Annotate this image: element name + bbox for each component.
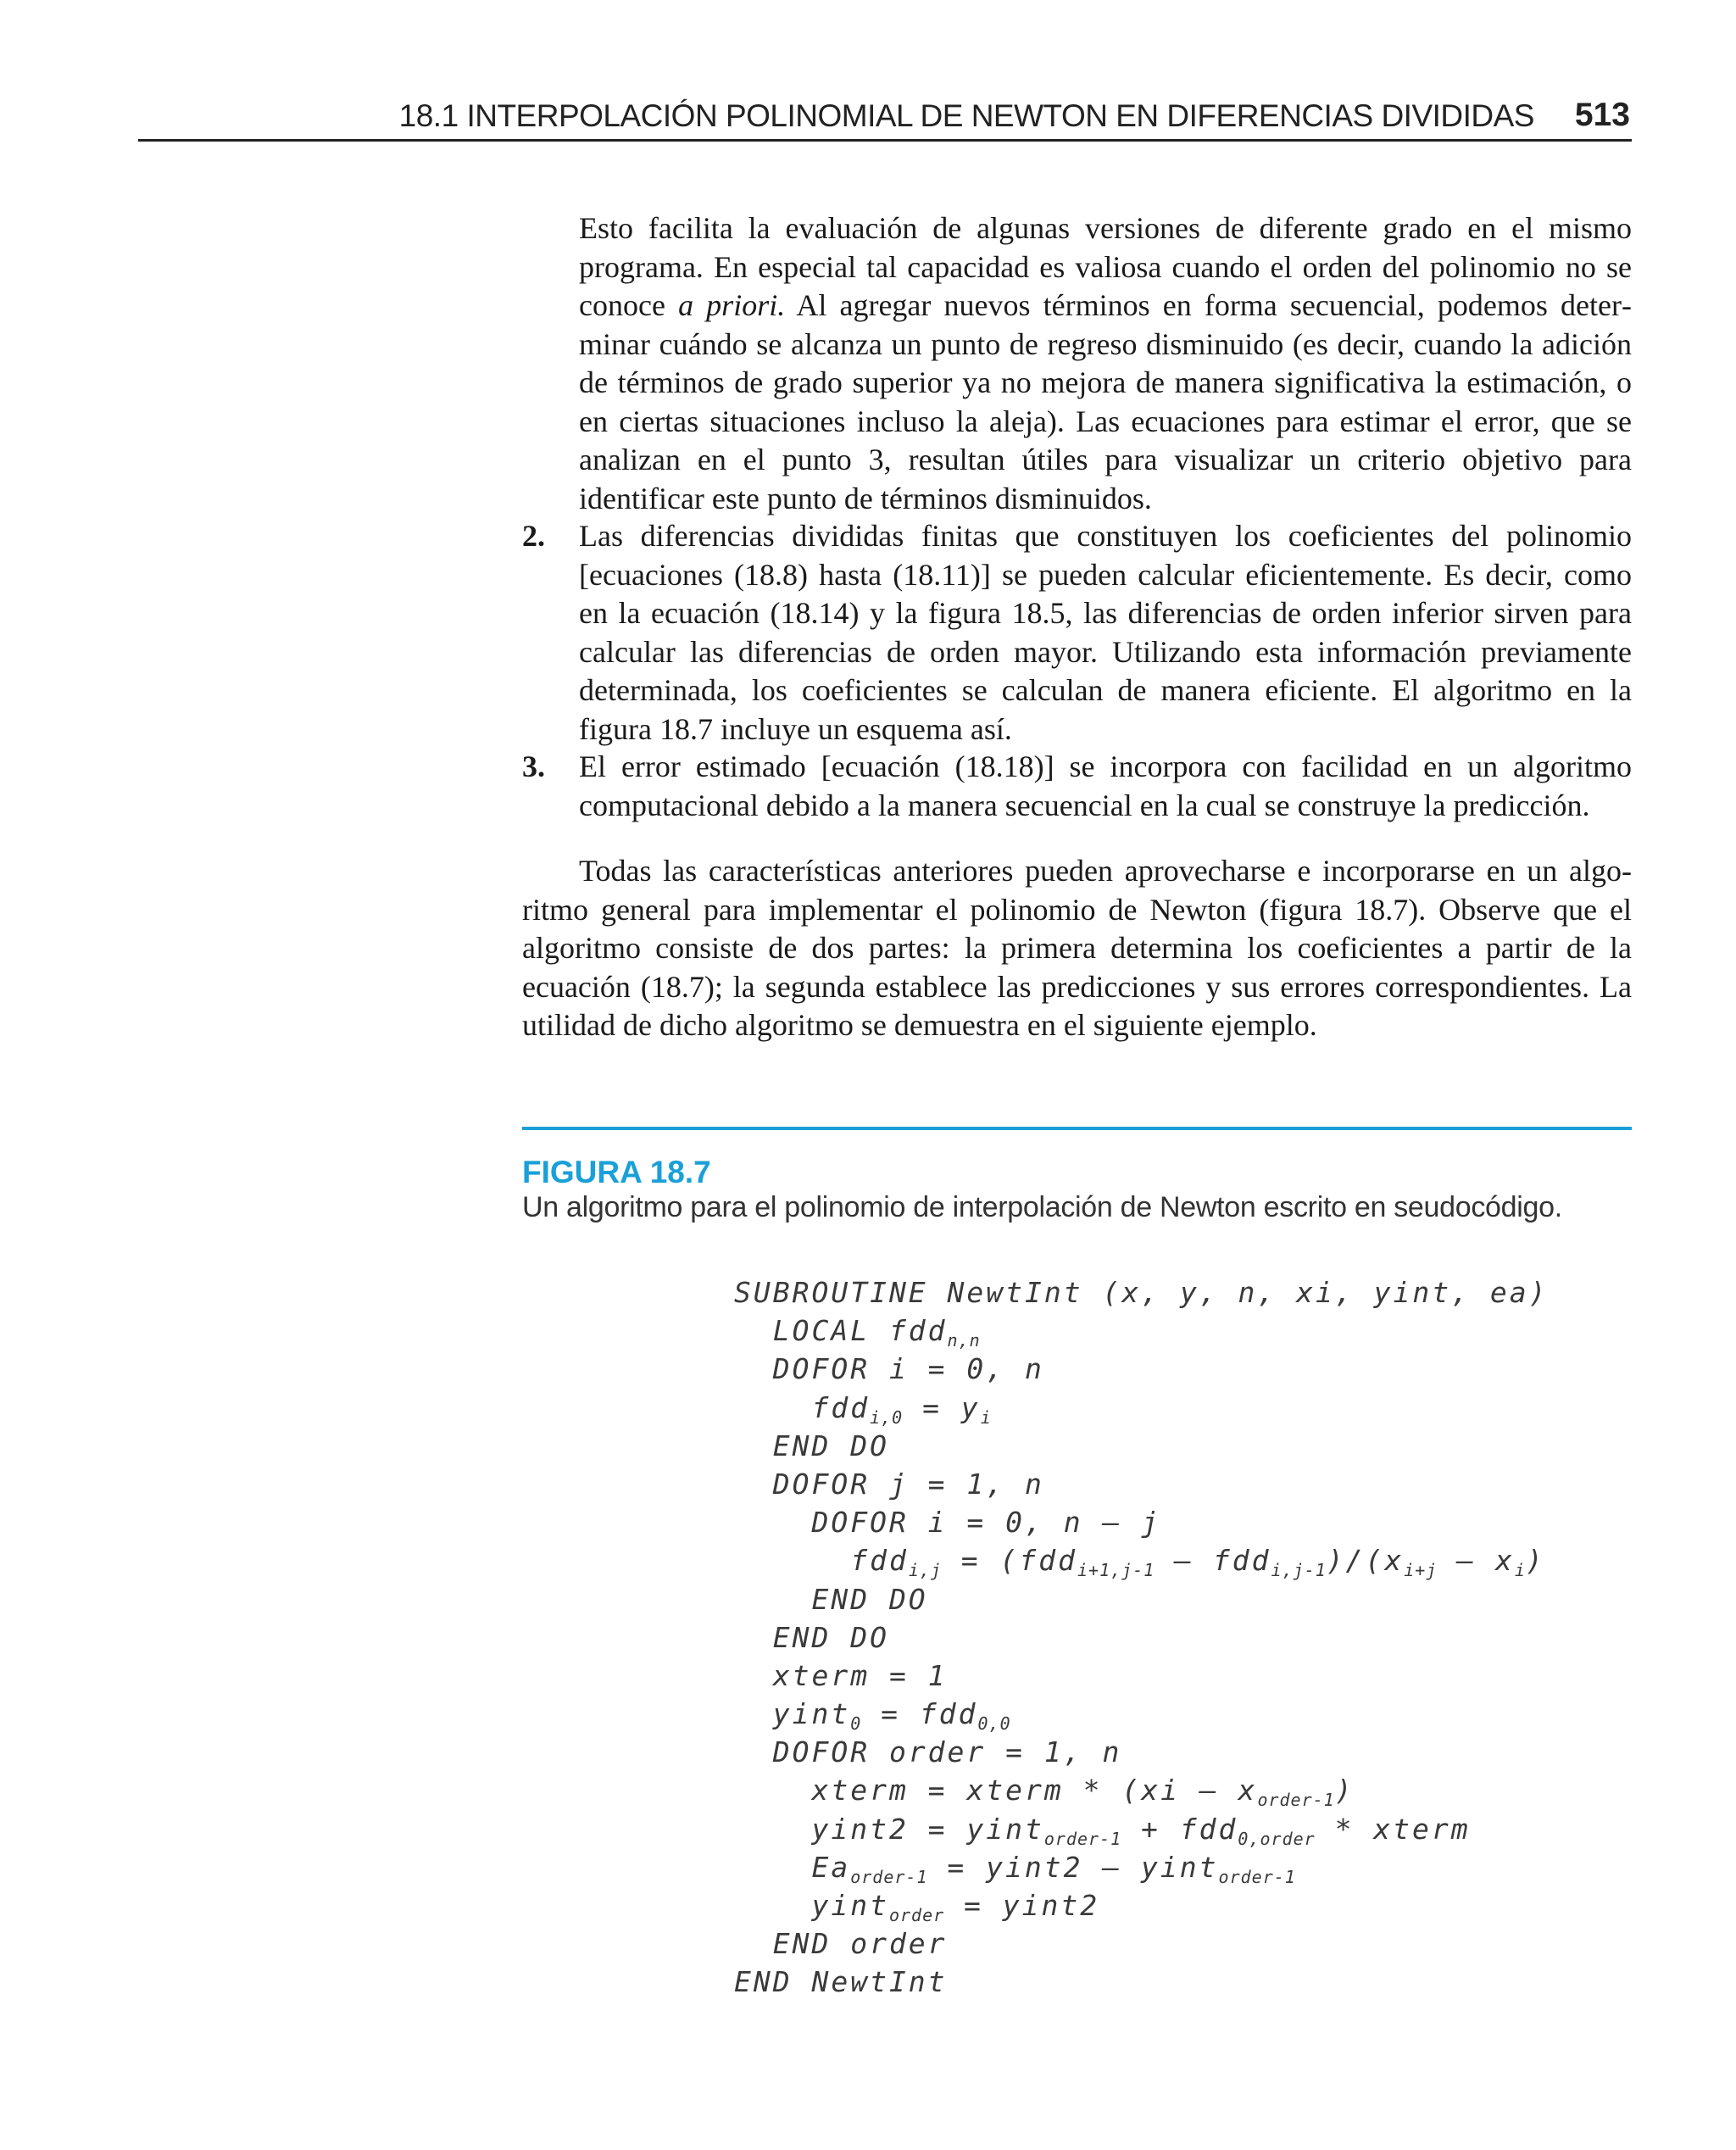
code-subscript: order bbox=[888, 1905, 945, 1925]
code-text: DOFOR j = 1, n bbox=[734, 1467, 1044, 1501]
section-title: 18.1 INTERPOLACIÓN POLINOMIAL DE NEWTON EN DIFERENCIAS DIVIDIDAS bbox=[398, 98, 1534, 133]
code-text: LOCAL fdd bbox=[734, 1314, 948, 1348]
list-item-number: 2. bbox=[522, 519, 545, 553]
code-line bbox=[734, 1350, 1548, 1388]
code-text: fdd bbox=[734, 1544, 909, 1578]
list-item-text: El error estimado [ecuación (18.18)] se incorpora con facilidad en un algoritmo computacional debido a la manera secuencial en la cual se construye la predicción. bbox=[579, 749, 1632, 822]
list-item-2 bbox=[522, 517, 1632, 749]
code-text: END NewtInt bbox=[734, 1965, 948, 1999]
code-line bbox=[734, 1848, 1548, 1886]
list-item-text: Las diferencias divididas finitas que constituyen los coeficientes del polinomio [ecuaciones (18.8) hasta (18.11)] se pueden calcular eficientemente. Es decir, como en la ecuación (18.14) y la figura 18.5, las diferencias de orden inferior sirven para calcular las diferencias de orden mayor. Utilizando esta información previamente determinada, los coeficientes se calculan de manera eficiente. El algoritmo en la figura 18.7 incluye un esquema así. bbox=[579, 519, 1632, 746]
code-text: – x bbox=[1437, 1544, 1515, 1578]
intro-text-1: Esto facilita la evaluación de algunas versiones de diferente grado en el mismo programa. En especial tal capacidad es valiosa cuando el orden del polinomio no se conoce bbox=[579, 211, 1632, 322]
code-text: = fdd bbox=[861, 1697, 978, 1731]
figure-label: FIGURA 18.7 bbox=[522, 1155, 711, 1189]
code-text: DOFOR i = 0, n bbox=[734, 1352, 1044, 1386]
code-subscript: i+1,j-1 bbox=[1077, 1560, 1155, 1581]
code-text: xterm = xterm * (xi – x bbox=[734, 1774, 1258, 1807]
code-text: yint bbox=[734, 1889, 889, 1922]
code-text: fdd bbox=[734, 1390, 871, 1424]
code-text: )/(x bbox=[1326, 1544, 1405, 1578]
code-line bbox=[734, 1771, 1548, 1809]
code-text: yint bbox=[734, 1697, 851, 1731]
code-line bbox=[734, 1963, 1548, 2001]
code-line bbox=[734, 1618, 1548, 1657]
intro-emphasis: a priori. bbox=[678, 288, 786, 322]
page-number: 513 bbox=[1574, 97, 1630, 133]
code-text: END DO bbox=[734, 1582, 928, 1616]
code-subscript: 0,order bbox=[1238, 1828, 1316, 1849]
code-line bbox=[734, 1503, 1548, 1541]
code-text: xterm = 1 bbox=[734, 1658, 948, 1692]
code-line bbox=[734, 1465, 1548, 1503]
code-subscript: 0,0 bbox=[977, 1713, 1011, 1735]
running-header bbox=[138, 95, 1632, 142]
code-text: END DO bbox=[734, 1620, 889, 1654]
code-text: SUBROUTINE NewtInt (x, y, n, xi, yint, ea) bbox=[734, 1276, 1549, 1309]
code-text: * xterm bbox=[1315, 1812, 1471, 1846]
code-text: END order bbox=[734, 1927, 948, 1961]
code-line bbox=[734, 1886, 1548, 1924]
figure-caption: Un algoritmo para el polinomio de interpolación de Newton escrito en seudocódigo. bbox=[522, 1191, 1562, 1223]
code-text: ) bbox=[1525, 1544, 1545, 1578]
code-text: yint2 = yint bbox=[734, 1812, 1044, 1846]
code-line bbox=[734, 1924, 1548, 1963]
code-line bbox=[734, 1541, 1548, 1579]
body-paragraph: Todas las características anteriores pueden aprovecharse e incorporarse en un algoritmo general para implementar el polinomio de Newton (figura 18.7). Observe que el algoritmo consiste de dos partes: la primera determina los coeficientes a partir de la ecuación (18.7); la segunda establece las predicciones y sus errores correspondientes. La utilidad de dicho algoritmo se demuestra en el siguiente ejemplo. bbox=[522, 854, 1632, 1042]
code-text: Ea bbox=[734, 1850, 851, 1884]
code-line bbox=[734, 1273, 1548, 1312]
intro-text-2: Al agregar nuevos términos en forma secuencial, podemos determinar cuándo se alcanza un punto de regreso disminuido (es decir, cuando la adición de términos de grado superior ya no mejora de manera significativa la estimación, o en ciertas situaciones incluso la aleja). Las ecuaciones para estimar el error, que se analizan en el punto 3, resultan útiles para visualizar un criterio objetivo para identificar este punto de términos disminuidos. bbox=[579, 288, 1632, 515]
code-text: END DO bbox=[734, 1429, 889, 1462]
code-subscript: i,j-1 bbox=[1271, 1560, 1327, 1581]
code-subscript: i bbox=[980, 1406, 992, 1428]
code-line bbox=[734, 1810, 1548, 1848]
code-line bbox=[734, 1580, 1548, 1618]
code-text: = y bbox=[903, 1390, 981, 1424]
pseudocode-block bbox=[734, 1273, 1548, 2002]
list-item-3 bbox=[522, 748, 1632, 825]
code-subscript: order-1 bbox=[1257, 1790, 1335, 1811]
code-subscript: i+j bbox=[1404, 1560, 1438, 1581]
code-subscript: i,0 bbox=[870, 1406, 904, 1428]
code-subscript: i,j bbox=[908, 1560, 942, 1581]
code-subscript: 0 bbox=[850, 1713, 862, 1735]
code-text: + fdd bbox=[1121, 1812, 1238, 1846]
code-subscript: i bbox=[1514, 1560, 1526, 1581]
list-item-number: 3. bbox=[522, 749, 545, 783]
code-line bbox=[734, 1312, 1548, 1350]
code-text: – fdd bbox=[1155, 1544, 1271, 1578]
code-subscript: order-1 bbox=[850, 1866, 928, 1887]
code-line bbox=[734, 1695, 1548, 1733]
figure-divider bbox=[522, 1127, 1632, 1130]
code-text: DOFOR i = 0, n – j bbox=[734, 1506, 1161, 1540]
code-subscript: order-1 bbox=[1043, 1828, 1122, 1849]
code-text: DOFOR order = 1, n bbox=[734, 1735, 1122, 1769]
code-subscript: n,n bbox=[947, 1330, 981, 1351]
code-text: = (fdd bbox=[941, 1544, 1078, 1578]
code-line bbox=[734, 1733, 1548, 1771]
code-subscript: order-1 bbox=[1218, 1866, 1296, 1887]
intro-paragraph bbox=[579, 209, 1632, 518]
code-text: ) bbox=[1334, 1774, 1355, 1807]
code-line bbox=[734, 1657, 1548, 1695]
code-line bbox=[734, 1427, 1548, 1465]
code-line bbox=[734, 1389, 1548, 1427]
code-text: = yint2 – yint bbox=[927, 1850, 1219, 1884]
code-text: = yint2 bbox=[944, 1889, 1100, 1922]
